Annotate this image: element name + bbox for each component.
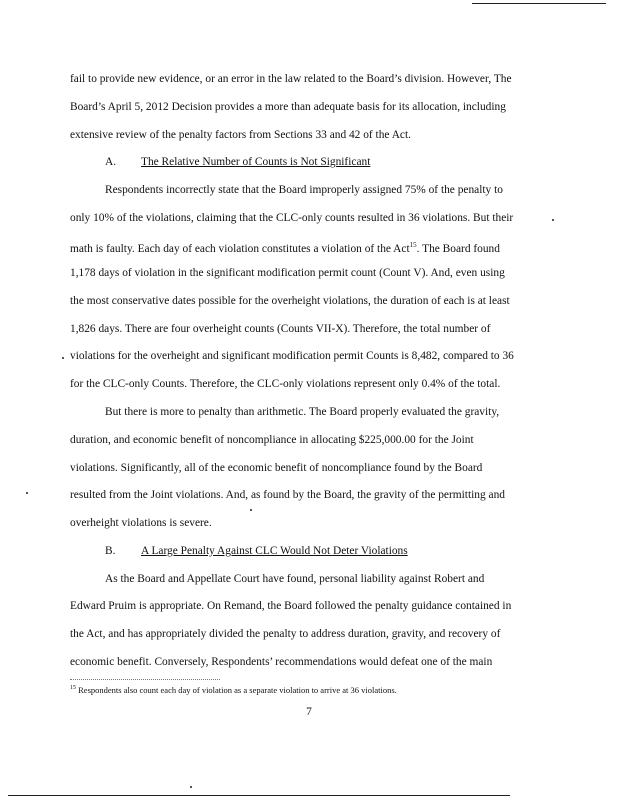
text-line-6-after: . The Board found [416, 242, 500, 255]
scan-speck [250, 509, 252, 511]
text-line-7: 1,178 days of violation in the significant modification permit count (Count V). And, even using [70, 267, 505, 279]
footnote-ref: 15 [409, 241, 417, 249]
section-heading-a [105, 155, 370, 169]
text-line-5: only 10% of the violations, claiming that the CLC-only counts resulted in 36 violations. But their [70, 212, 514, 224]
bottom-rule [8, 795, 510, 796]
text-line-8: the most conservative dates possible for the overheight violations, the duration of each is at least [70, 295, 510, 307]
text-line-16: overheight violations is severe. [70, 517, 212, 529]
text-line-6-main: math is faulty. Each day of each violation constitutes a violation of the Act [70, 242, 410, 255]
text-line-13: duration, and economic benefit of noncompliance in allocating $225,000.00 for the Joint [70, 434, 474, 446]
text-line-15: resulted from the Joint violations. And, as found by the Board, the gravity of the permitting and [70, 489, 505, 501]
text-line-10: violations for the overheight and significant modification permit Counts is 8,482, compared to 36 [70, 350, 514, 362]
section-letter-a: A. [105, 156, 117, 168]
top-rule [472, 3, 606, 4]
text-line-11: for the CLC-only Counts. Therefore, the CLC-only violations represent only 0.4% of the total. [70, 378, 501, 390]
text-line-17: As the Board and Appellate Court have found, personal liability against Robert and [105, 573, 485, 585]
section-title-a: The Relative Number of Counts is Not Significant [141, 156, 371, 168]
text-line-6 [70, 238, 500, 256]
footnote-text: Respondents also count each day of violation as a separate violation to arrive at 36 violations. [76, 684, 397, 695]
text-line-18: Edward Pruim is appropriate. On Remand, the Board followed the penalty guidance contained in [70, 600, 512, 612]
text-line-4: Respondents incorrectly state that the Board improperly assigned 75% of the penalty to [105, 184, 503, 196]
section-title-b: A Large Penalty Against CLC Would Not Deter Violations [141, 545, 408, 557]
footnote-separator [70, 679, 220, 680]
scan-speck [190, 786, 192, 788]
text-line-12: But there is more to penalty than arithmetic. The Board properly evaluated the gravity, [105, 406, 500, 418]
text-line-3: extensive review of the penalty factors from Sections 33 and 42 of the Act. [70, 129, 411, 141]
text-line-9: 1,826 days. There are four overheight counts (Counts VII-X). Therefore, the total number of [70, 323, 491, 335]
text-line-14: violations. Significantly, all of the economic benefit of noncompliance found by the Board [70, 462, 483, 474]
footnote [70, 683, 397, 696]
footnote-marker: 15 [70, 685, 76, 691]
text-line-20: economic benefit. Conversely, Respondents’ recommendations would defeat one of the main [70, 656, 493, 668]
text-line-2: Board’s April 5, 2012 Decision provides a more than adequate basis for its allocation, including [70, 101, 506, 113]
scan-speck [62, 357, 64, 359]
scan-speck [26, 492, 28, 494]
section-heading-b [105, 544, 408, 558]
scan-speck [552, 219, 554, 221]
section-letter-b: B. [105, 545, 116, 557]
page-number: 7 [306, 706, 312, 718]
text-line-19: the Act, and has appropriately divided the penalty to address duration, gravity, and recovery of [70, 628, 501, 640]
text-line-1: fail to provide new evidence, or an error in the law related to the Board’s division. However, The [70, 73, 512, 85]
